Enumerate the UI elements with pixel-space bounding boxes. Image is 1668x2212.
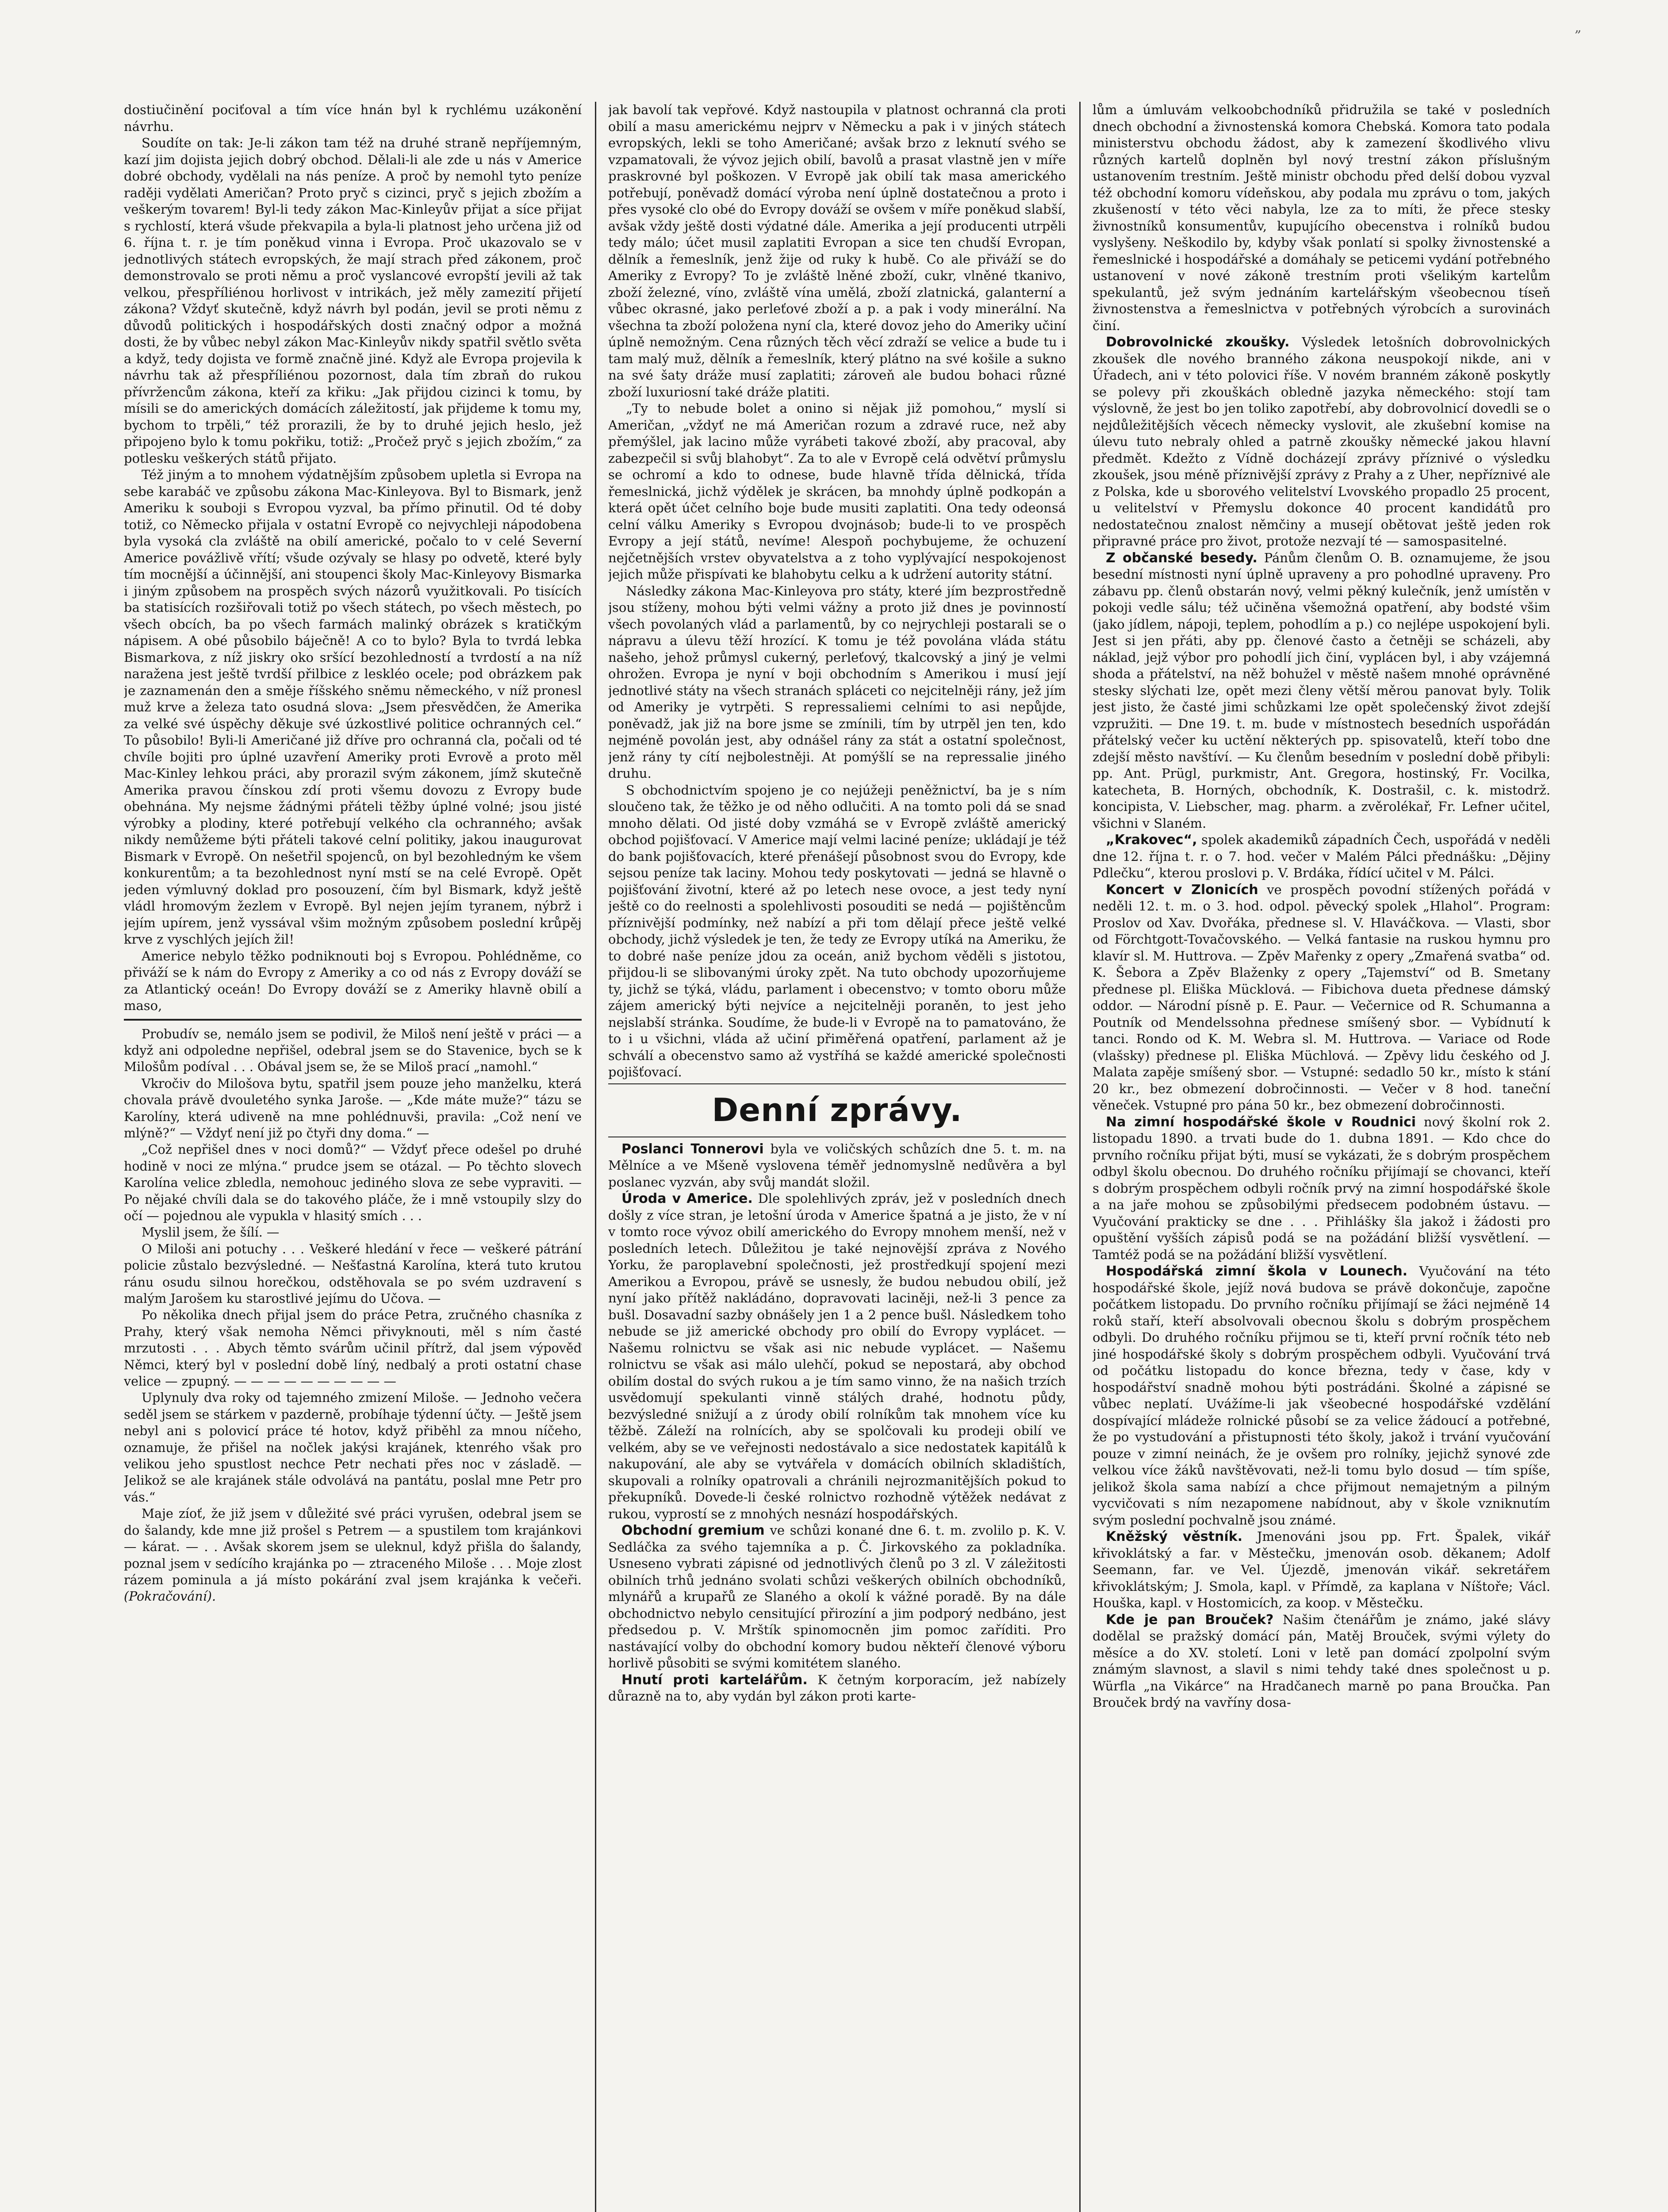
news-headline: Kněžský věstník. xyxy=(1106,1529,1242,1544)
feuilleton xyxy=(124,1026,582,1605)
feuilleton-paragraph: „Což nepřišel dnes v noci domů?“ — Vždyť přece odešel po druhé hodině v noci ze mlýna.“ prudce jsem se otázal. — Po těchto slovech Karolína velice zbledla, nemohouc jediného slova ze sebe vypraviti. — Po nějaké chvíli dala se do takového pláče, že i mně vstoupily slzy do očí — pojednou ale vypukla v hlasitý smích . . . xyxy=(124,1142,582,1223)
column-rule-2 xyxy=(1079,102,1081,2212)
continuation-note: (Pokračování). xyxy=(124,1589,216,1604)
news-item xyxy=(1093,1263,1550,1528)
article-paragraph: Americe nebylo těžko podniknouti boj s Evropou. Pohlédněme, co přiváží se k nám do Evropy z Ameriky a co od nás z Evropy dováží se za Atlantický oceán! Do Evropy dováží se z Ameriky hlavně obilí a maso, xyxy=(124,948,582,1013)
news-continuation: lům a úmluvám velkoobchodníků přidružila se také v posledních dnech obchodní a živnostenská komora Chebská. Komora tato podala ministerstvu obchodu žádost, aby k zamezení škodlivého vlivu různých kartelů doplněn byl nový trestní zákon příslušným ustanovením trestním. Ještě ministr obchodu před delší dobou vyzval též obchodní komoru vídeňskou, aby podala mu zprávu o tom, jakých zkušeností v této věci nabyla, lze za to míti, že přece stesky živnostníků konsumentův, kupujícího obecenstva i rolníků budou vyslyšeny. Neškodilo by, kdyby však ponlatí si spolky živnostenské a řemeslnické i hospodářské a domáhaly se peticemi vydání potřebného ustanovení v nové zákoně trestním proti všelikým kartelům spekulantů, jež svým jednáním kartelářským všeobecnou tíseň živnostenstva a řemeslnictva v potřebných výrobcích a surovinách činí. xyxy=(1093,102,1550,333)
article-paragraph: jak bavolí tak vepřové. Když nastoupila v platnost ochranná cla proti obilí a masu americkému nejprv v Německu a pak i v jiných státech evropských, lekli se toho Američané; avšak brzo z leknutí svého se vzpamatovali, že vývoz jejich obilí, bavolů a prasat vlastně jen v míře praskrovné byl poškozen. V Evropě jak obilí tak masa amerického potřebují, poněvadž domácí výroba není úplně dostatečnou a proto i přes vysoké clo obé do Evropy dováží se ovšem v míře poněkud slabší, avšak vždy ještě dosti výdatné dále. Amerika a její producenti utrpěli tedy málo; účet musil zaplatiti Evropan a sice ten chudší Evropan, dělník a řemeslník, jenž žije od ruky k hubě. Co ale přiváží se do Ameriky z Evropy? To je zvláště lněné zboží, cukr, vlněné tkanivo, zboží železné, víno, zvláště vína umělá, zboží zlatnická, galanterní a vůbec okrasné, jako perleťové zboží a p. a pak i vody minerální. Na všechna ta zboží položena nyní cla, které dovoz jeho do Ameriky učiní úplně nemožným. Cena různých těch věcí zdraží se velice a bude tu i tam malý muž, dělník a řemeslník, který plátno na své košile a sukno na své šaty dráže musí zaplatiti; zároveň ale budou bohaci různé zboží luxuriosní také dráže platiti. xyxy=(608,102,1066,399)
article-paragraph: dostiučinění pociťoval a tím více hnán byl k rychlému uzákonění návrhu. xyxy=(124,102,582,134)
news-item xyxy=(1093,1612,1550,1711)
news-item xyxy=(608,1190,1066,1522)
news-headline: „Krakovec“, xyxy=(1106,832,1197,848)
corner-mark: „ xyxy=(1575,20,1582,35)
news-headline: Poslanci Tonnerovi xyxy=(621,1141,764,1157)
news-text: Výsledek letošních dobrovolnických zkoušek dle nového branného zákona neuspokojí nikde, ani v Úřadech, ani v této polovici říše. V novém branném zákoně poskytly se polevy při zkouškách obledně jazyka německého: stojí tam výslovně, že jest bo jen toliko zapotřebí, aby dobrovolnicí dovedli se o nejdůležitějších věcech německy vyslovit, ale zkušební komise na úlevu tuto nebraly ohled a patrně zkoušky německé jakou hlavní předmět. Kdežto z Vídně docházejí zprávy příznivé o výsledku zkoušek, jsou méně příznivější zprávy z Prahy a z Uher, nepříznivé ale z Polska, kde u sborového velitelství Lvovského propadlo 25 procent, u velitelství v Přemyslu dokonce 40 procent kandidátů pro nedostatečnou znalost němčiny a musejí obětovat ještě jeden rok připravné práce pro život, protože nezvají té — samospasitelné. xyxy=(1093,334,1550,549)
news-headline: Dobrovolnické zkoušky. xyxy=(1106,334,1290,350)
article-paragraph: Též jiným a to mnohem výdatnějším způsobem upletla si Evropa na sebe karabáč ve způsobu zákona Mac-Kinleyova. Byl to Bismark, jenž Ameriku k souboji s Evropou vyzval, ba přímo přinutil. Od té doby totiž, co Německo přijala v ostatní Evropě co nejvychleji nápodobena byla vysoká cla zvláště na obilí americké, počalo to v celé Severní Americe povážlivě vřítí; všude ozývaly se hlasy po odvetě, které byly tím mocnější a účinnější, ani stoupenci školy Mac-Kinleyovy Bismarka i jiným způsobem na prospěch svých názorů využitkovali. Po tisících ba statisících rozšiřovali totiž po všech státech, po všech městech, po všech obcích, ba po všech farmách malinký obrázek s kratičkým nápisem. A obé působilo báječně! A co to bylo? Byla to tvrdá lebka Bismarkova, z níž jiskry oko sršící bezohledností a tvrdostí a na níž naražena jest ještě tvrdší přilbice z leskléo ocele; pod obrázkem pak je zaznamenán den a směje říšského sněmu německého, v níž pronesl muž krve a železa tato osudná slova: „Jsem přesvědčen, že Amerika za velké své úspěchy děkuje své úzkostlivé politice ochranných cel.“ To působilo! Byli-li Američané již dříve pro ochranná cla, počali od té chvíle bojiti pro úplné uzavření Ameriky proti Evrově a proto měl Mac-Kinley lehkou práci, aby prorazil svým zákonem, jímž skutečně Amerika pravou čínskou zdí proti všemu dovozu z Evropy bude obehnána. My nejsme žádnými přáteli těžby úplné volné; jsou jisté výrobky a plodiny, které potřebují velkého cla ochranného; avšak nikdy nemůžeme býti přáteli takové celní politiky, jakou inaugurovat Bismark v Evropě. On nešetřil spojenců, on byl bezohledným ke všem konkurentům; a ta bezohlednost nyní mstí se na celé Evropě. Opět jeden výmluvný doklad pro posouzení, čím byl Bismark, když ještě vládl hromovým žezlem v Evropě. Byl nejen jejím tyranem, nýbrž i jejím upírem, jenž vyssával všim možným způsobem poslední krůpěj krve z vyschlých jejích žil! xyxy=(124,467,582,947)
news-item xyxy=(1093,1528,1550,1612)
news-headline: Hospodářská zimní škola v Lounech. xyxy=(1106,1263,1408,1279)
article-paragraph: Soudíte on tak: Je-li zákon tam též na druhé straně nepříjemným, kazí jim dojista jejich dobrý obchod. Dělali-li ale zde u nás v Americe dobré obchody, vydělali na nás peníze. A proč by nemohl tyto peníze raději vydělati Američan? Proto pryč s cizinci, pryč s jejich zbožím a veškerým tovarem! Byl-li tedy zákon Mac-Kinleyův přijat a síce přijat s rychlostí, která všude překvapila a byla-li platnost jeho určena již od 6. října t. r. je tím poněkud vinna i Evropa. Proč ukazovalo se v jednotlivých státech evropských, že mají strach před zákonem, proč demonstrovalo se proti němu a proč vyslancové evropští jevili až tak velkou, přespříliénou horlivost v intrikách, jež měly zamezití přijetí zákona? Vždyť skutečně, když návrh byl podán, jevil se proti němu z důvodů politických i hospodářských dosti značný odpor a možná dosti, že by vůbec nebyl zákon Mac-Kinleyův nikdy spatřil světlo světa a když, tedy dojista ve formě značně jiné. Když ale Evropa projevila k návrhu tak až přespříliénou pozornost, dala tím zbraň do rukou přívržencům zákona, kteří za křiku: „Jak přijdou cizinci k tomu, by mísili se do amerických domácích záležitostí, jak přijdeme k tomu my, bychom to trpěli,“ též prorazili, že by to druhé jejich heslo, jež připojeno bylo k tomu pokřiku, totiž: „Pročež pryč s jejich zbožím,“ za potlesku veškerých států přijato. xyxy=(124,135,582,466)
news-list xyxy=(1093,334,1550,1711)
news-headline: Úroda v Americe. xyxy=(621,1191,753,1206)
lead-article-part-1 xyxy=(124,102,582,1014)
news-text: spolek akademiků západních Čech, uspořádá v neděli dne 12. října t. r. o 7. hod. večer v Malém Pálci přednášku: „Dějiny Pdlečku“, kterou proslovi p. V. Brdáka, řídící učitel v M. Pálci. xyxy=(1093,832,1550,880)
news-item xyxy=(1093,882,1550,1114)
column-3 xyxy=(1093,102,1550,2212)
news-text: Našim čtenářům je známo, jaké slávy dodělal se pražský domácí pán, Matěj Brouček, svými výlety do měsíce a do XV. století. Loni v letě pan domácí zpolpolní svým známým slavnost, a slavil s nimi tehdy také dnes společnost u p. Würfla „na Vikárce“ na Hradčanech marně po pana Broučka. Pan Brouček brdý na vavříny dosa- xyxy=(1093,1612,1550,1710)
feuilleton-paragraph: Uplynuly dva roky od tajemného zmizení Miloše. — Jednoho večera seděl jsem se stárkem v pazderně, probíhaje týdenní účty. — Ještě jsem nebyl ani s polovicí práce té hotov, když přiběhl za mnou níčeho, oznamuje, že přišel na nočlek jakýsi krajánek, ktenrého však pro velikou jeho spustlost nechce Petr nechati přes noc v zásladě. — Jelikož se ale krajánek stále odvolává na pantátu, poslal mne Petr pro vás.“ xyxy=(124,1390,582,1505)
feuilleton-divider xyxy=(124,1019,582,1021)
feuilleton-paragraph xyxy=(124,1505,582,1605)
news-text: nový školní rok 2. listopadu 1890. a trvati bude do 1. dubna 1891. — Kdo chce do prvního ročníku přijat býti, musí se vykázati, že s dobrým prospěchem odbyl školu obecnou. Do druhého ročníku přijímají se chovanci, kteří s dobrým prospěchem odbyli ročník prvý na zimní hospodářské škole a na jaře mohou se způsobilými předsecem podobném ústavu. — Vyučování prakticky se dne . . . Přihlášky šla jakož i žádosti pro opuštění vyšších zápisů podá se na požádání bližší vysvětlení. — Tamtéž podá se na požádání bližší vysvětlení. xyxy=(1093,1114,1550,1262)
news-headline: Kde je pan Brouček? xyxy=(1106,1612,1274,1628)
column-1 xyxy=(124,102,582,2212)
news-item xyxy=(608,1141,1066,1191)
news-item xyxy=(1093,1114,1550,1263)
news-headline: Koncert v Zlonicích xyxy=(1106,882,1258,898)
news-text: byla ve voličských schůzích dne 5. t. m. na Mělníce a ve Mšeně vyslovena téměř jednomyslně nedůvěra a byl poslanec vyzván, aby svůj mandát složil. xyxy=(608,1141,1066,1190)
news-item xyxy=(1093,550,1550,832)
news-text: ve prospěch povodní stížených pořádá v neděli 12. t. m. o 3. hod. odpol. pěvecký spolek „Hlahol“. Program: Proslov od Xav. Dvořáka, přednese sl. V. Hlaváčkova. — Vlasti, sbor od Förchtgott-Tovačovského. — Velká fantasie na ruskou hymnu pro klavír sl. M. Huttrova. — Zpěv Mařenky z opery „Zmařená svatba“ od. K. Šebora a Zpěv Blaženky z opery „Tajemství“ od B. Smetany přednese pl. Eliška Mücklová. — Fibichova dueta přednese dámský oddor. — Národní písně p. E. Paur. — Večernice od R. Schumanna a Poutník od Mendelssohna přednese smíšený sbor. — Vybídnutí k tanci. Rondo od K. M. Webra sl. M. Huttrova. — Variace od Rode (vlašsky) přednese pl. Eliška Müchlová. — Zpěvy lidu českého od J. Malata zapěje smíšený sbor. — Vstupné: sedadlo 50 kr., místo k stání 20 kr., bez obmezení dobročinnosti. — Večer v 8 hod. taneční věneček. Vstupné pro pána 50 kr., bez obmezení dobročinnosti. xyxy=(1093,882,1550,1113)
news-item xyxy=(1093,832,1550,882)
article-paragraph: „Ty to nebude bolet a onino si nějak již pomohou,“ myslí si Američan, „vždyť ne má Američan rozum a zdravé ruce, než aby přemýšlel, jak lacino může vyrábeti takové zboží, aby pracoval, aby zabezpečil si svůj blahobyt“. Za to ale v Evropě celá odvětví průmyslu se ochromí a kdo to odnese, bude hlavně třída dělnická, třída řemeslnická, jichž výdělek je skrácen, ba mnohdy úplně podkopán a která opět účet celního boje bude musiti zaplatiti. Ona tedy odeonsá celní válku Ameriky s Evropou dvojnásob; bude-li to ve prospěch Evropy a její států, nevíme! Alespoň pochybujeme, že ochuzení nejčetnějších vrstev obyvatelstva a z toho vyplývající nespokojenost jejich může přispívati ke blahobytu celku a k udržení autority státní. xyxy=(608,401,1066,582)
news-text: Dle spolehlivých zpráv, jež v posledních dnech došly z více stran, je letošní úroda v Americe špatná a je jisto, že v ní v tomto roce vývoz obilí amerického do Evropy mnohem menší, než v posledních letech. Důležitou je také nejnovější zpráva z Nového Yorku, že paroplavební společnosti, jež prostředkují spojení mezi Amerikou a Evropou, právě se usnesly, že budou nebudou obilí, jež nyní jako přítěž nakládáno, dopravovati laciněji, než-li 3 pence za bušl. Dosavadní sazby obnášely jen 1 a 2 pence bušl. Následkem toho nebude se již americké obchody pro obilí do Evropy vyplácet. — Našemu rolnictvu se však asi nic nebude vyplácet. — Našemu rolnictvu se však asi málo ulehčí, pokud se nepostará, aby obchod obilím dostal do svých rukou a je tím samo vinno, že na našich trzích usvědomují spekulanti vinně stálých drahé, hodnotu půdy, bezvýsledné snižují a z úrody obilí rolníkům tak mnohem více ku těžbě. Záleží na rolnících, aby se spolčovali ku prodeji obilí ve velkém, aby se ve veřejnosti nedostávalo a sice nedostatek kapitálů k nakupování, ale aby se vytvářela v domácích obilních skladištích, skupovali a rolníky opatrovali a chránili nejrozmanitějších pokud to překupníků. Dovede-li české rolnictvo rozhodně výtěžek nedávat z rukou, vyprostí se z mnohých nesnází hospodářských. xyxy=(608,1191,1066,1521)
lead-article-part-2 xyxy=(608,102,1066,1081)
news-headline: Obchodní gremium xyxy=(621,1523,765,1538)
news-headline: Z občanské besedy. xyxy=(1106,550,1258,566)
news-headline: Hnutí proti kartelářům. xyxy=(621,1672,808,1688)
feuilleton-paragraph-text: Maje zíoť, že již jsem v důležité své práci vyrušen, odebral jsem se do šalandy, kde mne již prošel s Petrem — a spustilem tom krajánkovi — kárat. — . . Avšak skorem jsem se uleknul, když přišla do šalandy, poznal jsem v sedícího krajánka po — ztraceného Miloše . . . Moje zlost rázem pominula a já místo pokárání zval jsem krajánka k večeři. xyxy=(124,1506,582,1587)
news-list xyxy=(608,1141,1066,1705)
column-2 xyxy=(608,102,1066,2212)
section-divider xyxy=(608,1083,1066,1084)
news-headline: Na zimní hospodářské škole v Roudnici xyxy=(1106,1114,1416,1130)
article-paragraph: S obchodnictvím spojeno je co nejúžeji peněžnictví, ba je s ním sloučeno tak, že těžko je od něho odlučiti. A na tomto poli dá se snad mnoho dělati. Od jisté doby vzmáhá se v Evropě zvláště americký obchod pojišťovací. V Americe mají velmi laciné peníze; ukládají je též do bank pojišťovacích, které přenášejí působnost svou do Evropy, kde sejsou peníze tak laciny. Mohou tedy poskytovati — jedná se hlavně o pojišťování životní, které až po letech nese ovoce, a jest tedy nyní ještě co do reelnosti a spolehlivosti posouditi se nedá — pojištěncům příznivější podmínky, než nabízí a při tom dělají přece ještě velké obchody, jichž výsledek je ten, že tedy ze Evropy utíká na Ameriku, že to dobré naše peníze jdou za oceán, aniž bychom věděli s jistotou, přijdou-li se slibovanými úroky zpět. Na tuto obchody upozorňujeme ty, jichž se týká, vládu, parlament i obecenstvo; v tomto oboru může zájem americký býti nejvíce a nejcitelněji poraněn, to jest jeho nejslabší stránka. Soudíme, že bude-li v Evropě na to pamatováno, že to i u všichni, vláda až učiní přiměřená opatření, parlament až je schválí a obecenstvo samo až vystříhá se každé americké společnosti pojišťovací. xyxy=(608,782,1066,1079)
column-rule-1 xyxy=(595,102,596,2212)
feuilleton-paragraph: Po několika dnech přijal jsem do práce Petra, zručného chasníka z Prahy, který však nemoha Němci přivyknouti, měl s ním časté mrzutosti . . . Abych těmto svárům učinil přítrž, dal jsem výpověď Němci, který byl v poslední době líný, nedbalý a proti ostatní chase velice — zpupný. — — — — — — — — — — xyxy=(124,1308,582,1389)
news-text: Pánům členům O. B. oznamujeme, že jsou besední místnosti nyní úplně upraveny a pro pohodlné upraveny. Pro zábavu pp. členů obstarán nový, velmi pěkný kulečník, jenž umístěn v pokoji vedle sálu; též učiněna všemožná opatření, aby bodsté všim (jako jídlem, nápoji, teplem, pohodlím a p.) co nejlépe uspokojení byli. Jest si jen přáti, aby pp. členové často a četněji se scházeli, aby náklad, jejž výbor pro pohodlí jich činí, vyplácen byl, i aby vzájemná shoda a přátelství, na něž bohužel v městě našem mnohé oprávněné stesky slýchati lze, opět mezi členy větší měrou panovat byly. Tolik jest jisto, že časté jimi schůzkami lze opět společenský život zdejší vzpružiti. — Dne 19. t. m. bude v místnostech besedních uspořádán přátelský večer ku uctění některých pp. spisovatelů, kteří tobo dne zdejší město navštíví. — Ku členům besedním v poslední době přibyli: pp. Ant. Prügl, purkmistr, Ant. Gregora, hostinský, Fr. Vocilka, katecheta, B. Horných, obchodník, K. Dostrašil, c. k. mistodrž. koncipista, V. Liebscher, mag. pharm. a zvěrolékař, Fr. Lefner učitel, všichni v Slaném. xyxy=(1093,550,1550,831)
feuilleton-paragraph: Myslil jsem, že šílí. — xyxy=(142,1225,280,1240)
news-item xyxy=(1093,334,1550,550)
feuilleton-paragraph: Probudív se, nemálo jsem se podivil, že Miloš není ještě v práci — a když ani odpoledne nepřišel, odebral jsem se do Stavenice, bych se k Milošům podíval . . . Obával jsem se, že se Miloš prací „namohl.“ xyxy=(124,1026,582,1075)
feuilleton-paragraph: Vkročiv do Milošova bytu, spatřil jsem pouze jeho manželku, která chovala právě dvouletého synka Jaroše. — „Kde máte muže?“ tázu se Karolíny, která udiveně na mne pohlédnuvši, pravila: „Což není ve mlýně?“ — Vždyť není již po čtyři dny doma.“ — xyxy=(124,1076,582,1141)
section-title: Denní zprávy. xyxy=(712,1091,962,1129)
news-text: Jmenováni jsou pp. Frt. Špalek, vikář křivoklátský a far. v Městečku, jmenován osob. děkanem; Adolf Seemann, far. ve Vel. Újezdě, jmenován vikář. sekretářem křivoklátským; J. Smola, kapl. v Přímdě, za kaplana v Níštoře; Václ. Houška, kapl. v Hostomicích, za koop. v Městečku. xyxy=(1093,1529,1550,1610)
news-item xyxy=(608,1672,1066,1705)
news-item xyxy=(608,1522,1066,1672)
news-text: K četným korporacím, jež nabízely důrazně na to, aby vydán byl zákon proti karte- xyxy=(608,1672,1066,1704)
news-text: Vyučování na této hospodářské škole, jejíž nová budova se právě dokončuje, započne počátkem listopadu. Do prvního ročníku přijímají se žáci nejméně 14 roků staří, kteří absolvovali obecnou školu s dobrým prospěchem odbyli. Do druhého ročníku přijmou se ti, kteří první ročník této neb jiné hospodářské školy s dobrým prospěchem odbyli. Vyučování trvá od počátku listopadu do konce března, tedy v čase, kdy v hospodářství snadně mohou býti postrádáni. Školné a zápisné se vůbec neplatí. Uvážíme-li jak všeobecné hospodářské vzdělání dospívající mládeže rolnické působí se za velice žádoucí a potřebné, že po vystudování a přistupnosti této školy, jakož i trvání vyučování pouze v zimní neinách, že je ovšem pro rolníky, jejichž synové zde velkou více žáků navštěvovati, než-li tomu bylo dosud — tím spíše, jelikož škola sama nabízí a chce přijmout nemajetným a pilným vycvičovati s ním nezapomene nabídnout, aby v škole vzniknutím svým poslední pochvalně jsou známé. xyxy=(1093,1263,1550,1528)
article-paragraph: Následky zákona Mac-Kinleyova pro státy, které jím bezprostředně jsou stíženy, mohou býti velmi vážny a proto již dnes je povinností všech povolaných vlád a parlamentů, by co nejrychleji postarali se o nápravu a úlevu těží hrozící. K tomu je též povolána vláda státu našeho, jehož průmysl cukerný, perleťový, tkalcovský a jiný je velmi ohrožen. Evropa je nyní v boji obchodním s Amerikou i musí její jednotlivé státy na všech stranách spláceti co nejcitelněji rány, jež jím od Ameriky je vytrpěti. S repressaliemi celními to asi nepůjde, poněvadž, jak již na bore jsme se zmínili, tím by utrpěl jen ten, kdo nejméně povolán jest, aby odnášel rány za stát a ostatní společnost, jenž rány ty cítí nejbolestněji. At pomýšlí se na repressalie jiného druhu. xyxy=(608,583,1066,781)
feuilleton-paragraph: O Miloši ani potuchy . . . Veškeré hledání v řece — veškeré pátrání policie zůstalo bezvýsledné. — Nešťastná Karolína, která tuto krutou ránu osudu silnou horečkou, odstěhovala se po svém uzdravení s malým Jarošem ku starostlivé jejímu do Učova. — xyxy=(124,1241,582,1306)
news-text: ve schůzi konané dne 6. t. m. zvolilo p. K. V. Sedláčka za svého tajemníka a p. Č. Jirkovského za pokladníka. Usneseno vybrati zápisné od jednotlivých členů po 3 zl. V záležitosti obilních trhů jednáno svolati schůzi veškerých obilních obchodníků, mlynářů a krupařů ze Slaného a okolí k vážné poradě. By na dále obchodnictvo nebylo censitující přirozíní a jim podporý nedbáno, jest předsedou p. V. Mrštík spinomocněn jim pomoc zaříditi. Pro nastávající volby do obchodní komory budou někteří členové výboru horlivě působiti se svými komitétem slaného. xyxy=(608,1523,1066,1671)
